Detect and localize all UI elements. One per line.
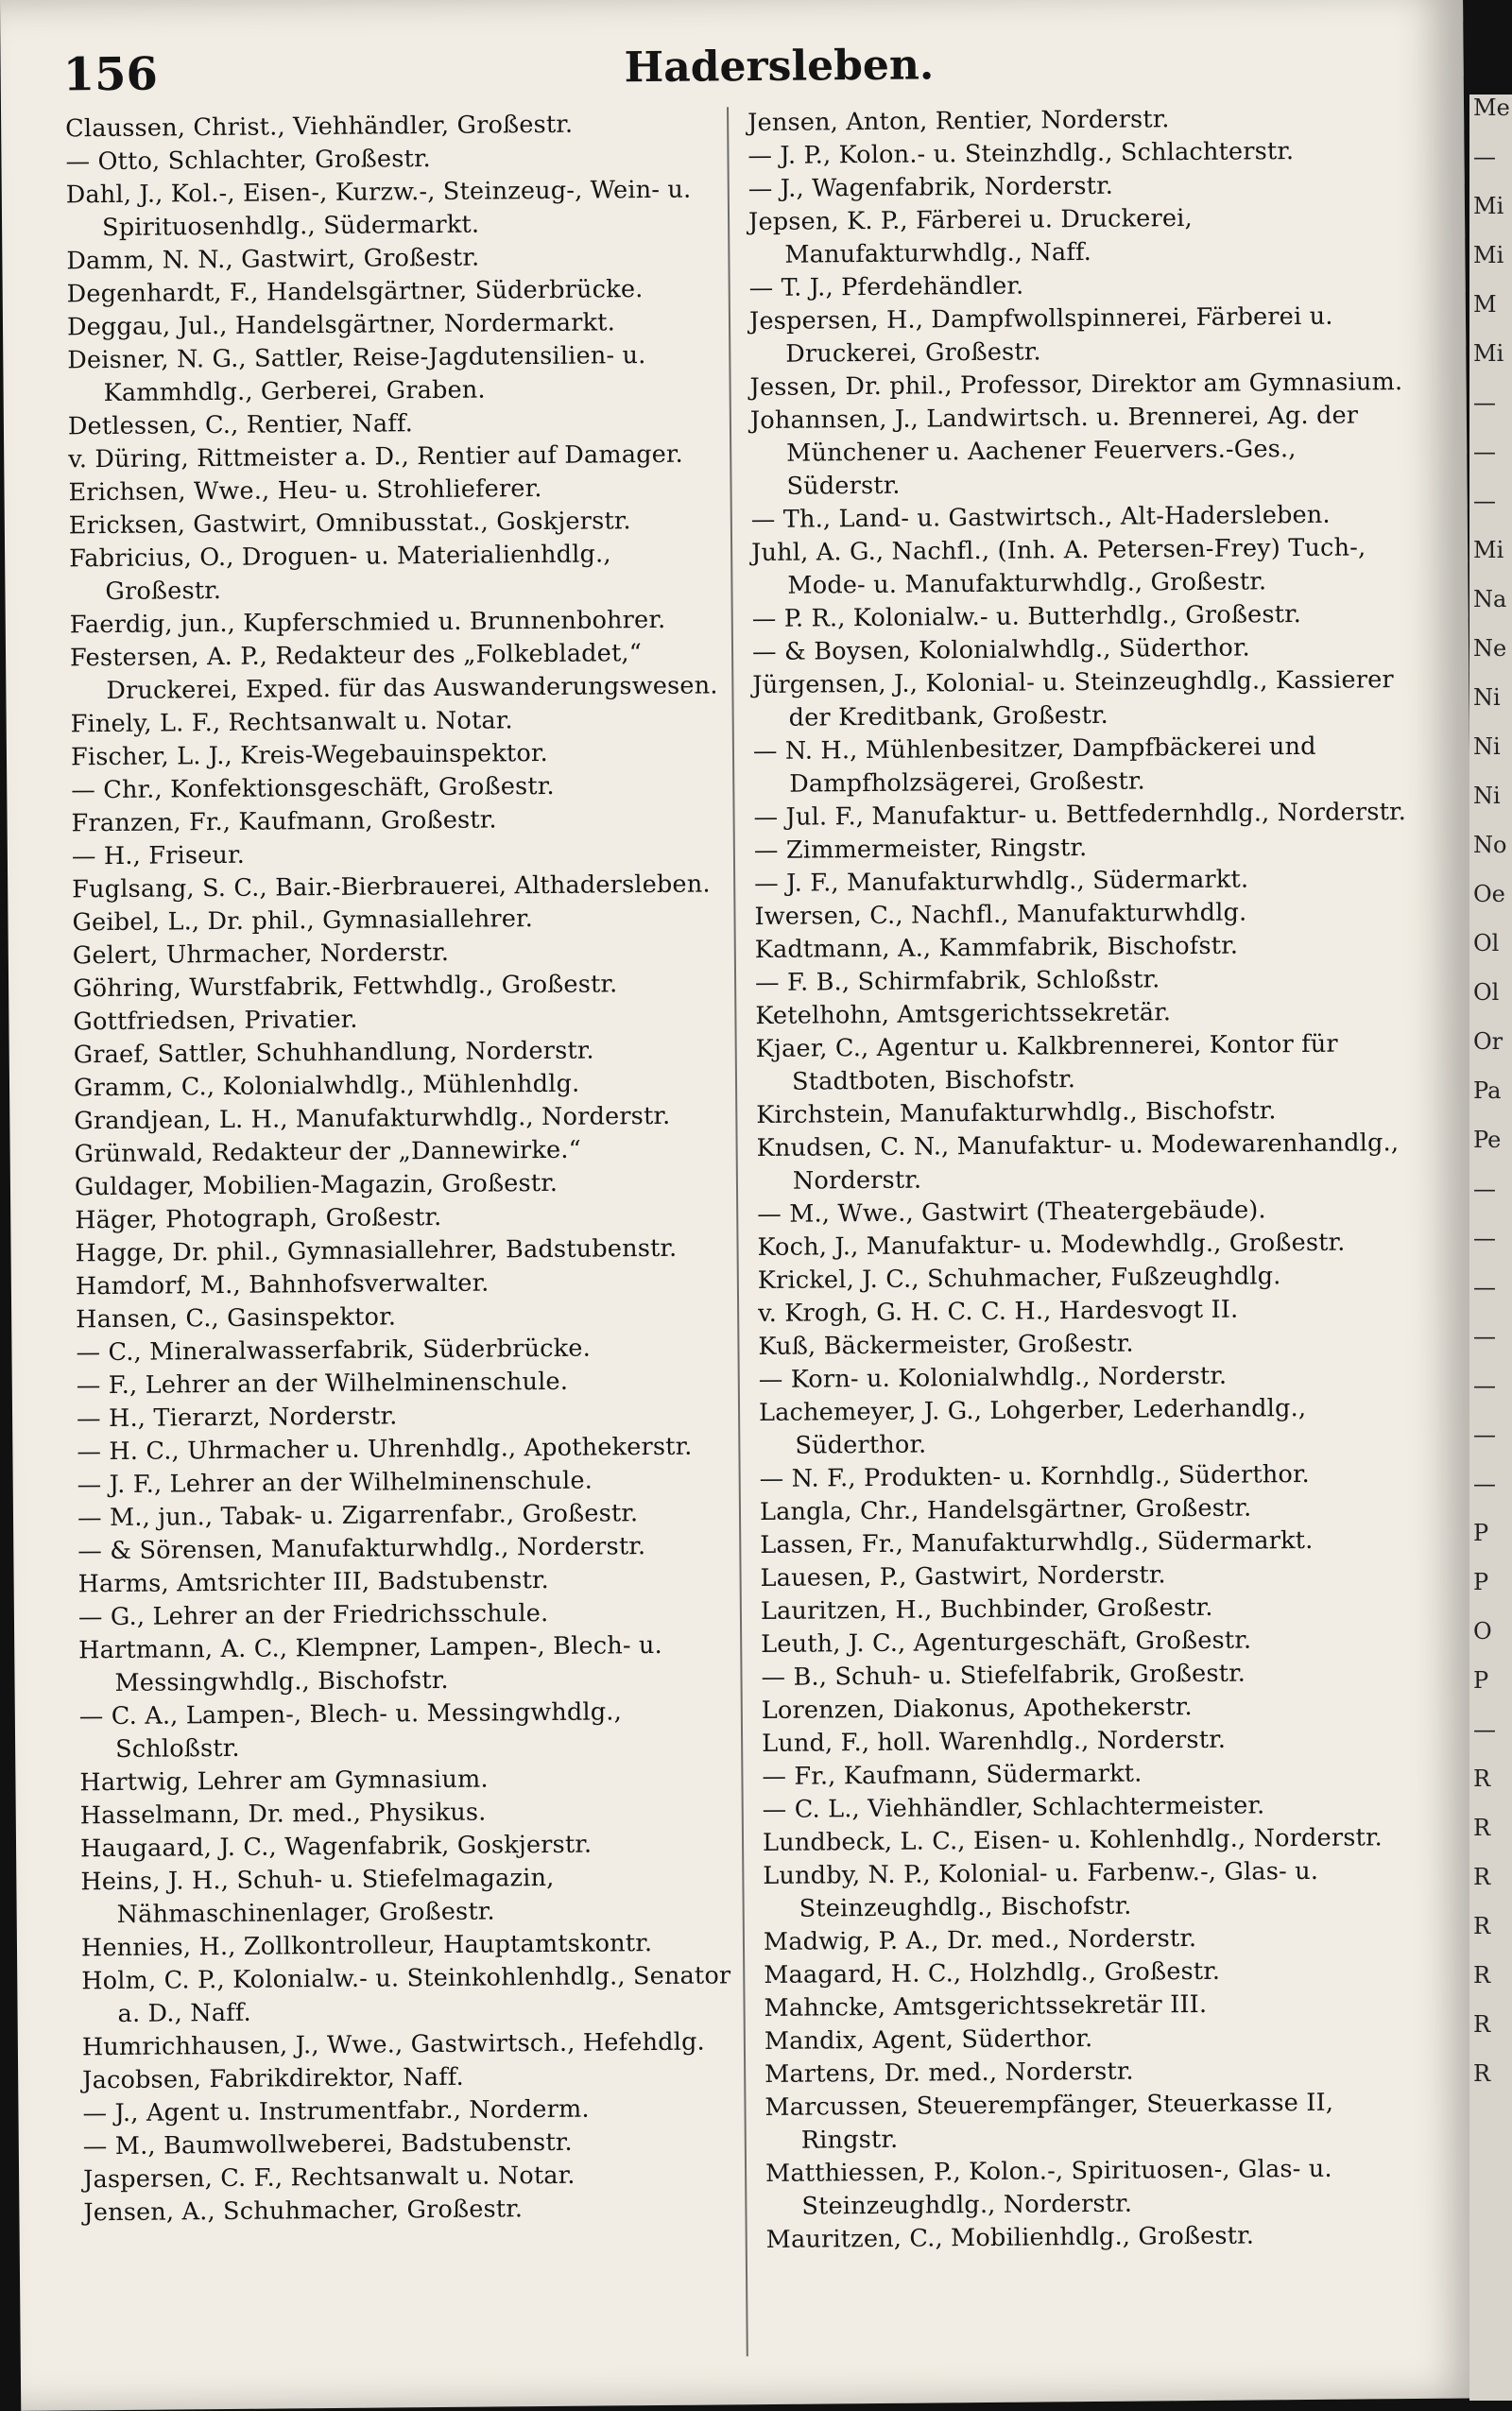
directory-entry: Guldager, Mobilien-Magazin, Großestr.: [74, 1168, 558, 1202]
directory-entry: Hartmann, A. C., Klempner, Lampen-, Blech- u. Messingwhdlg., Bischofstr.: [78, 1630, 663, 1698]
directory-entry: Johannsen, J., Landwirtsch. u. Brennerei, Ag. der Münchener u. Aachener Feuervers.-Ges., Süderstr.: [749, 401, 1359, 501]
directory-entry: Detlessen, C., Rentier, Naff.: [67, 409, 414, 441]
adjacent-page-fragment: —: [1473, 1716, 1496, 1743]
directory-entry: Mahncke, Amtsgerichtssekretär III.: [764, 1989, 1208, 2024]
directory-entry: Madwig, P. A., Dr. med., Norderstr.: [763, 1924, 1197, 1957]
adjacent-page-fragment: Mi: [1473, 242, 1504, 268]
directory-entry: Franzen, Fr., Kaufmann, Großestr.: [71, 805, 497, 838]
directory-entry: Jensen, Anton, Rentier, Norderstr.: [747, 105, 1170, 138]
directory-entry: — H., Friseur.: [71, 840, 246, 871]
directory-entry: Hamdorf, M., Bahnhofsverwalter.: [75, 1268, 490, 1301]
adjacent-page-fragment: M: [1473, 291, 1497, 318]
directory-entry: — P. R., Kolonialw.- u. Butterhdlg., Großestr.: [751, 600, 1302, 634]
directory-entry: Matthiessen, P., Kolon.-, Spirituosen-, Glas- u. Steinzeughdlg., Norderstr.: [765, 2154, 1332, 2221]
adjacent-page-fragment: Mi: [1473, 537, 1504, 563]
adjacent-page-fragment: Oe: [1473, 881, 1505, 907]
adjacent-page-fragment: O: [1473, 1618, 1492, 1645]
adjacent-page-fragment: R: [1473, 1913, 1491, 1939]
adjacent-page-fragment: P: [1473, 1520, 1489, 1546]
directory-entry: Faerdig, jun., Kupferschmied u. Brunnenbohrer.: [69, 605, 666, 640]
directory-entry: Maagard, H. C., Holzhdlg., Großestr.: [764, 1956, 1221, 1990]
adjacent-page-fragment: P: [1473, 1569, 1489, 1595]
adjacent-page-fragment: —: [1473, 1421, 1496, 1448]
directory-entry: Leuth, J. C., Agenturgeschäft, Großestr.: [761, 1626, 1252, 1660]
directory-entry: Hasselmann, Dr. med., Physikus.: [79, 1798, 487, 1831]
directory-entry: Kadtmann, A., Kammfabrik, Bischofstr.: [754, 931, 1239, 965]
directory-entry: Ericksen, Gastwirt, Omnibusstat., Goskjerstr.: [68, 507, 631, 541]
directory-entry: — N. H., Mühlenbesitzer, Dampfbäckerei und Dampfholzsägerei, Großestr.: [752, 732, 1316, 799]
adjacent-page-fragment: Mi: [1473, 193, 1504, 219]
directory-entry: Jespersen, H., Dampfwollspinnerei, Färberei u. Druckerei, Großestr.: [748, 301, 1333, 369]
directory-entry: Juhl, A. G., Nachfl., (Inh. A. Petersen-Frey) Tuch-, Mode- u. Manufakturwhdlg., Großestr.: [751, 533, 1366, 600]
directory-entry: — C., Mineralwasserfabrik, Süderbrücke.: [76, 1334, 592, 1368]
directory-entry: Lund, F., holl. Warenhdlg., Norderstr.: [762, 1725, 1227, 1759]
adjacent-page-edge: [1469, 95, 1512, 2401]
directory-entry: — N. F., Produkten- u. Kornhdlg., Süderthor.: [759, 1459, 1311, 1494]
adjacent-page-fragment: —: [1473, 1372, 1496, 1399]
directory-entry: Kuß, Bäckermeister, Großestr.: [758, 1329, 1134, 1362]
directory-entry: Hansen, C., Gasinspektor.: [76, 1302, 397, 1335]
directory-entry: Grandjean, L. H., Manufakturwhdlg., Norderstr.: [74, 1101, 671, 1136]
adjacent-page-fragment: Pa: [1473, 1077, 1502, 1104]
directory-entry: — Otto, Schlachter, Großestr.: [65, 145, 432, 177]
directory-entry: — T. J., Pferdehändler.: [748, 271, 1024, 303]
adjacent-page-fragment: No: [1473, 832, 1507, 858]
directory-entry: Jürgensen, J., Kolonial- u. Steinzeughdlg., Kassierer der Kreditbank, Großestr.: [752, 665, 1394, 732]
adjacent-page-fragment: Ol: [1473, 979, 1500, 1006]
page-title: Hadersleben.: [624, 41, 935, 93]
directory-entry: — & Boysen, Kolonialwhdlg., Süderthor.: [751, 633, 1251, 667]
directory-entry: Claussen, Christ., Viehhändler, Großestr.: [65, 110, 574, 144]
directory-entry: Lundby, N. P., Kolonial- u. Farbenw.-, Glas- u. Steinzeughdlg., Bischofstr.: [763, 1856, 1319, 1923]
adjacent-page-fragment: Mi: [1473, 340, 1504, 367]
directory-entry: Göhring, Wurstfabrik, Fettwhdlg., Großestr.: [73, 970, 618, 1004]
directory-entry: Iwersen, C., Nachfl., Manufakturwhdlg.: [754, 898, 1247, 932]
directory-entry: Degenhardt, F., Handelsgärtner, Süderbrücke.: [66, 275, 644, 309]
directory-entry: Knudsen, C. N., Manufaktur- u. Modewarenhandlg., Norderstr.: [756, 1128, 1400, 1196]
directory-entry: Lorenzen, Diakonus, Apothekerstr.: [761, 1693, 1193, 1726]
directory-entry: Krickel, J. C., Schuhmacher, Fußzeughdlg.: [757, 1262, 1281, 1296]
adjacent-page-fragment: —: [1473, 488, 1496, 514]
adjacent-page-fragment: Ne: [1473, 635, 1507, 662]
directory-entry: — Jul. F., Manufaktur- u. Bettfedernhdlg., Norderstr.: [753, 798, 1407, 833]
adjacent-page-fragment: R: [1473, 1962, 1491, 1989]
directory-entry: Kirchstein, Manufakturwhdlg., Bischofstr.: [756, 1096, 1277, 1130]
directory-entry: Finely, L. F., Rechtsanwalt u. Notar.: [70, 706, 513, 739]
directory-entry: Fabricius, O., Droguen- u. Materialienhdlg., Großestr.: [69, 540, 611, 607]
directory-entry: Grünwald, Redakteur der „Dannewirke.“: [74, 1135, 581, 1169]
directory-entry: Festersen, A. P., Redakteur des „Folkebladet,“ Druckerei, Exped. für das Auswanderungswesen.: [69, 639, 718, 706]
directory-entry: v. Krogh, G. H. C. C. H., Hardesvogt II.: [758, 1295, 1239, 1329]
directory-entry: — C. L., Viehhändler, Schlachtermeister.: [762, 1791, 1265, 1825]
directory-entry: — B., Schuh- u. Stiefelfabrik, Großestr.: [761, 1659, 1246, 1693]
left-column: [65, 107, 746, 2230]
directory-entry: v. Düring, Rittmeister a. D., Rentier auf Damager.: [68, 439, 683, 474]
directory-entry: Humrichhausen, J., Wwe., Gastwirtsch., Hefehdlg.: [81, 2027, 705, 2062]
adjacent-page-fragment: —: [1473, 1176, 1496, 1202]
directory-entry: Jessen, Dr. phil., Professor, Direktor am Gymnasium.: [749, 368, 1403, 403]
adjacent-page-fragment: —: [1473, 144, 1496, 170]
adjacent-page-fragment: —: [1473, 1471, 1496, 1497]
directory-entry: — M., Baumwollweberei, Badstubenstr.: [82, 2127, 573, 2161]
directory-entry: — Fr., Kaufmann, Südermarkt.: [762, 1759, 1143, 1792]
directory-entry: — M., Wwe., Gastwirt (Theatergebäude).: [757, 1196, 1266, 1230]
directory-entry: Holm, C. P., Kolonialw.- u. Steinkohlenhdlg., Senator a. D., Naff.: [81, 1961, 731, 2028]
adjacent-page-fragment: P: [1473, 1667, 1489, 1694]
directory-entry: Martens, Dr. med., Norderstr.: [765, 2057, 1134, 2090]
adjacent-page-fragment: Me: [1473, 95, 1510, 121]
page-number: 156: [62, 47, 159, 102]
directory-entry: Jepsen, K. P., Färberei u. Druckerei, Manufakturwhdlg., Naff.: [747, 203, 1193, 269]
directory-entry: Lachemeyer, J. G., Lohgerber, Lederhandlg., Süderthor.: [758, 1393, 1307, 1460]
directory-entry: Ketelhohn, Amtsgerichtssekretär.: [755, 998, 1172, 1031]
adjacent-page-fragment: —: [1473, 1323, 1496, 1350]
directory-entry: — Th., Land- u. Gastwirtsch., Alt-Hadersleben.: [750, 500, 1331, 535]
directory-entry: Deggau, Jul., Handelsgärtner, Nordermarkt.: [66, 308, 616, 342]
adjacent-page-fragment: Ni: [1473, 733, 1501, 760]
directory-entry: Hartwig, Lehrer am Gymnasium.: [79, 1765, 489, 1798]
directory-entry: Deisner, N. G., Sattler, Reise-Jagdutensilien- u. Kammhdlg., Gerberei, Graben.: [67, 341, 646, 408]
adjacent-page-fragment: R: [1473, 1815, 1491, 1841]
directory-entry: Dahl, J., Kol.-, Eisen-, Kurzw.-, Steinzeug-, Wein- u. Spirituosenhdlg., Südermarkt.: [65, 175, 692, 243]
directory-entry: Graef, Sattler, Schuhhandlung, Norderstr.: [73, 1036, 594, 1070]
directory-entry: Fischer, L. J., Kreis-Wegebauinspektor.: [70, 738, 548, 772]
adjacent-page-fragment: Pe: [1473, 1127, 1502, 1153]
directory-entry: — J., Wagenfabrik, Norderstr.: [747, 171, 1114, 204]
directory-entry: Mandix, Agent, Süderthor.: [764, 2024, 1093, 2057]
directory-entry: — H. C., Uhrmacher u. Uhrenhdlg., Apothekerstr.: [77, 1432, 693, 1467]
directory-entry: Lundbeck, L. C., Eisen- u. Kohlenhdlg., Norderstr.: [762, 1823, 1383, 1858]
directory-entry: — J. F., Lehrer an der Wilhelminenschule.: [77, 1466, 593, 1500]
directory-entry: — F., Lehrer an der Wilhelminenschule.: [76, 1367, 569, 1401]
directory-entry: Gramm, C., Kolonialwhdlg., Mühlenhdlg.: [73, 1069, 580, 1103]
directory-entry: — J. F., Manufakturwhdlg., Südermarkt.: [754, 865, 1249, 899]
directory-entry: Hennies, H., Zollkontrolleur, Hauptamtskontr.: [80, 1929, 653, 1963]
directory-entry: Häger, Photograph, Großestr.: [75, 1202, 442, 1235]
directory-entry: Jacobsen, Fabrikdirektor, Naff.: [82, 2062, 465, 2095]
directory-entry: Jensen, A., Schuhmacher, Großestr.: [83, 2195, 524, 2228]
adjacent-page-fragment: Ni: [1473, 684, 1501, 711]
adjacent-page-fragment: R: [1473, 1765, 1491, 1792]
directory-entry: — Korn- u. Kolonialwhdlg., Norderstr.: [758, 1361, 1228, 1395]
directory-entry: — Zimmermeister, Ringstr.: [753, 833, 1088, 866]
adjacent-page-fragment: —: [1473, 1274, 1496, 1300]
directory-entry: Harms, Amtsrichter III, Badstubenstr.: [77, 1565, 549, 1599]
directory-entry: — J. P., Kolon.- u. Steinzhdlg., Schlachterstr.: [747, 137, 1295, 171]
directory-entry: Kjaer, C., Agentur u. Kalkbrennerei, Kontor für Stadtboten, Bischofstr.: [755, 1029, 1338, 1096]
directory-entry: Gelert, Uhrmacher, Norderstr.: [72, 938, 450, 971]
directory-entry: — J., Agent u. Instrumentfabr., Norderm.: [82, 2094, 590, 2128]
adjacent-page-fragment: Na: [1473, 586, 1507, 612]
adjacent-page-fragment: Ni: [1473, 783, 1501, 809]
adjacent-page-fragment: —: [1473, 389, 1496, 416]
directory-entry: — Chr., Konfektionsgeschäft, Großestr.: [71, 771, 555, 805]
directory-entry: Fuglsang, S. C., Bair.-Bierbrauerei, Althadersleben.: [72, 870, 711, 904]
directory-entry: — C. A., Lampen-, Blech- u. Messingwhdlg., Schloßstr.: [78, 1697, 623, 1765]
directory-entry: Lauritzen, H., Buchbinder, Großestr.: [760, 1593, 1213, 1627]
directory-entry: — M., jun., Tabak- u. Zigarrenfabr., Großestr.: [77, 1499, 639, 1533]
directory-entry: — H., Tierarzt, Norderstr.: [76, 1402, 398, 1434]
adjacent-page-fragment: R: [1473, 1864, 1491, 1890]
directory-entry: Heins, J. H., Schuh- u. Stiefelmagazin, Nähmaschinenlager, Großestr.: [80, 1863, 555, 1929]
adjacent-page-fragment: R: [1473, 2011, 1491, 2038]
adjacent-page-fragment: Ol: [1473, 930, 1500, 956]
directory-entry: Lauesen, P., Gastwirt, Norderstr.: [760, 1560, 1166, 1593]
directory-entry: Hagge, Dr. phil., Gymnasiallehrer, Badstubenstr.: [75, 1233, 678, 1268]
directory-entry: Haugaard, J. C., Wagenfabrik, Goskjerstr.: [79, 1830, 593, 1864]
adjacent-page-fragment: R: [1473, 2060, 1491, 2087]
directory-entry: — & Sörensen, Manufakturwhdlg., Norderstr.: [77, 1532, 646, 1566]
directory-entry: Langla, Chr., Handelsgärtner, Großestr.: [759, 1493, 1252, 1527]
right-column: [747, 101, 1428, 2257]
directory-entry: Geibel, L., Dr. phil., Gymnasiallehrer.: [72, 904, 534, 938]
directory-entry: Koch, J., Manufaktur- u. Modewhdlg., Großestr.: [757, 1228, 1346, 1263]
directory-entry: — F. B., Schirmfabrik, Schloßstr.: [754, 965, 1160, 998]
directory-entry: Lassen, Fr., Manufakturwhdlg., Südermarkt.: [760, 1525, 1314, 1560]
directory-entry: Erichsen, Wwe., Heu- u. Strohlieferer.: [68, 474, 542, 508]
adjacent-page-fragment: Or: [1473, 1028, 1503, 1055]
directory-entry: Jaspersen, C. F., Rechtsanwalt u. Notar.: [82, 2161, 576, 2195]
directory-entry: Damm, N. N., Gastwirt, Großestr.: [66, 243, 480, 276]
directory-entry: Gottfriedsen, Privatier.: [73, 1005, 358, 1037]
adjacent-page-fragment: —: [1473, 1225, 1496, 1251]
directory-entry: — G., Lehrer an der Friedrichsschule.: [77, 1599, 549, 1632]
directory-entry: Marcussen, Steuerempfänger, Steuerkasse II, Ringstr.: [765, 2088, 1334, 2155]
directory-entry: Mauritzen, C., Mobilienhdlg., Großestr.: [765, 2221, 1255, 2255]
adjacent-page-fragment: —: [1473, 439, 1496, 465]
